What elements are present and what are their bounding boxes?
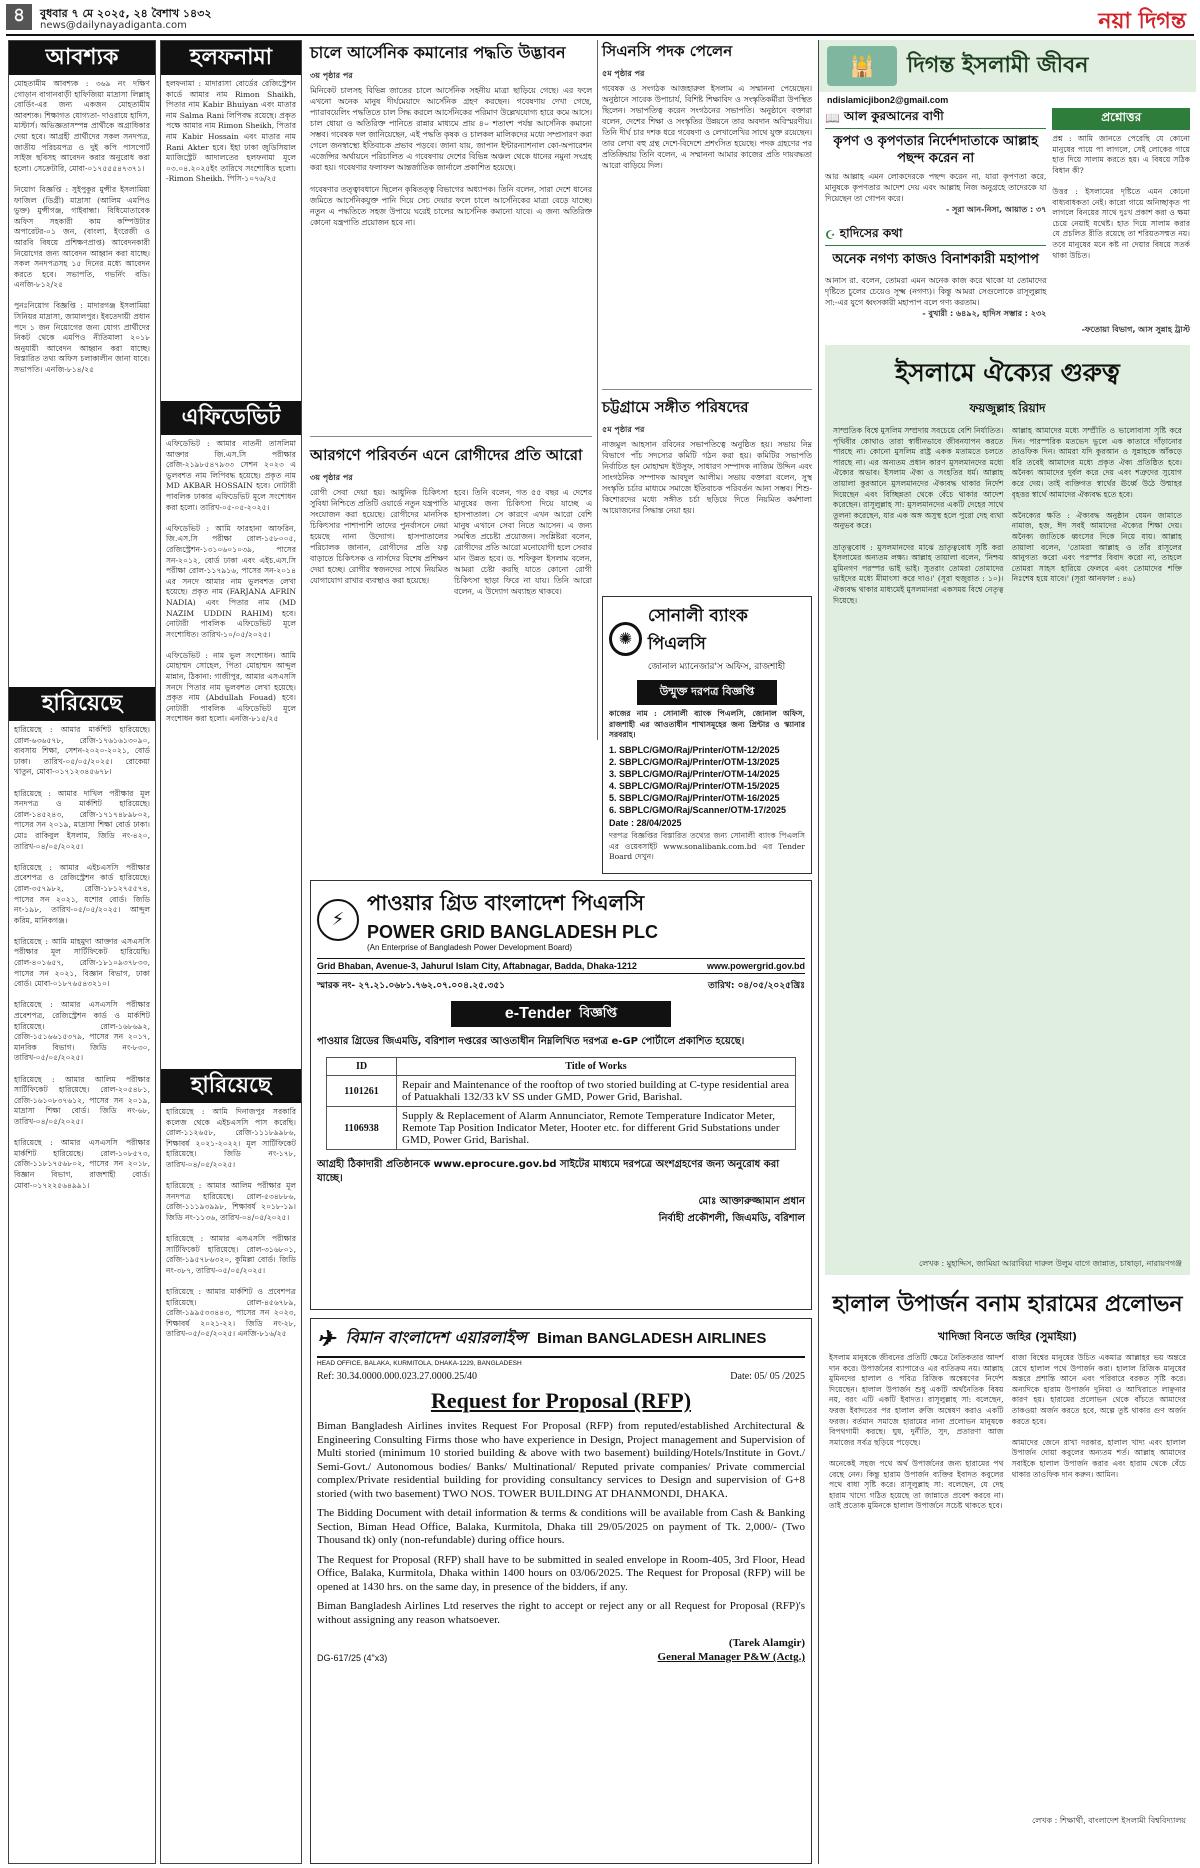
section-title-lost: হারিয়েছে <box>9 687 155 721</box>
rfp-para-2: The Bidding Document with detail information & terms & conditions will be available from Cash & Banking Section, Biman Head Office, Balaka, Kurmitola, Dhaka till 29/05/2025 on payment of Tk. 2,000/- (Two Thousand tk) only (non-refundable) during office hours. <box>317 1507 805 1546</box>
pgb-tagline: (An Enterprise of Bangladesh Power Development Board) <box>367 943 572 952</box>
qa-block <box>1052 108 1190 337</box>
pgb-address: Grid Bhaban, Avenue-3, Jahurul Islam City, Aftabnagar, Badda, Dhaka-1212 <box>317 961 637 971</box>
lost-2-text: হারিয়েছে : আমি দিনাজপুর সরকারি কলেজ থেকে এইচএসসি পাস করেছি। রোল-১১২৬৫৮, রেজি-১১১৮৯৯৮৬, শিক্ষাবর্ষ ২০২১-২০২২। মূল সার্টিফিকেট হারিয়েছে। জিডি নং-১৭৮, তারিখ-০৪/০৫/২০২৫। হারিয়েছে : আমার আলিম পরীক্ষার মূল সনদপত্র হারিয়েছে। রোল-৫৩৪৮৮৬, রেজি-১১১৯৩৯৯৮, শিক্ষাবর্ষ ২০১৮-১৯। জিডি নং-১১৩৬, তারিখ-০৪/০৫/২০২৫। হারিয়েছে : আমার এসএসসি পরীক্ষার সার্টিফিকেট হারিয়েছে। রোল-৩১৬৮০১, রেজি-১৯৫৭৮৬৩২০, কুমিল্লা বোর্ড। জিডি নং-৩৮৭, তারিখ-০৫/০৫/২০২৫। হারিয়েছে : আমার মার্কশিট ও প্রবেশপত্র হারিয়েছে। রোল-৪৫৬৭৮৯, রেজি-১৯৯৫৩৩৪৪৩, পাসের সন ২০২৩, শিক্ষাবর্ষ ২০২১-২২। জিডি নং-২৮, তারিখ-০৫/০৫/২০২৫। এনজি-৮১৬/২৫ <box>166 1107 296 1339</box>
sonali-footer: দরপত্র বিজ্ঞপ্তির বিস্তারিত তথ্যের জন্য সোনালী ব্যাংক পিএলসি এর ওয়েবসাইট www.sonalibank.com.bd এর Tender Board দেখুন। <box>609 831 805 862</box>
headline-music[interactable]: চট্টগ্রামে সঙ্গীত পরিষদের <box>602 398 749 416</box>
biman-logo-en: Biman BANGLADESH AIRLINES <box>536 1330 767 1347</box>
islamic-email[interactable]: ndislamicjibon2@gmail.com <box>827 95 949 105</box>
pgb-signer: মোঃ আক্তারুজ্জামান প্রধান <box>698 1196 805 1207</box>
needed-ads-text: মোহতামীম আবশ্যক : ৩৬৯ নং দক্ষিণ গোড়ান বাগানবাড়ী হাফিজিয়া মাদ্রাসা লিল্লাহ্‌ বোর্ডিং-এর জন্য একজন মোহতামীম আবশ্যক। শিক্ষাগত যোগ্যতা- দাওরায়ে হাদিস, মাস্টার্স। অভিজ্ঞতাসম্পন্ন প্রার্থীকে অগ্রাধিকার দেয়া হবে। আগ্রহী প্রার্থীদের সকল সনদপত্র, জাতীয় পরিচয়পত্র ও দুই কপি পাসপোর্ট সাইজ ছবিসহ আবেদন করার অনুরোধ করা হলো। সেক্রেটারি, মোবা-০১৭৫৫৫৪৭৩৭১। নিয়োগ বিজ্ঞপ্তি : সুইপুকুর মুন্সীর ইসলামিয়া ফাজিল (ডিগ্রী) মাদ্রাসা (আলিম এমপিও ভুক্ত) মুন্সীগঞ্জ, গাইবান্ধা। বিধিমোতাবেক অফিস সহকারী কাম কম্পিউটার অপারেটর-০১ জন, (বাংলা, ইংরেজী ও আরবি বিষয়ে প্রশিক্ষণপ্রাপ্ত) আবেদনকারী নিয়োগের জন্য আবেদন আহ্বান করা যাচ্ছে। সকল সনদপত্রসহ ১৫ দিনের মধ্যে আবেদন করতে হবে। সভাপতি, গভর্নিং বডি। এনজি-৮১২/২৫ পুনঃনিয়োগ বিজ্ঞপ্তি : মাদারগঞ্জ ইসলামিয়া সিনিয়র মাদ্রাসা, জামালপুর। ইবতেদায়ী প্রধান পদে ১ জন নিয়োগের জন্য যোগ্য প্রার্থীদের নিকট থেকে এমপিও নীতিমালা ২০১৮ অনুযায়ী আবেদন আহ্বান করা যাচ্ছে। বিস্তারিত তথ্য অফিস চলাকালীন জানা যাবে। সভাপতি। এনজি-৮১৪/২৫ <box>14 79 150 375</box>
tender-id: 1106938 <box>327 1107 397 1150</box>
table-row <box>327 1107 796 1150</box>
hadith-text: আনাস রা. বলেন, তোমরা এমন অনেক কাজ করে থাকো যা তোমাদের দৃষ্টিতে চুলের চেয়েও সূক্ষ্ম (নগণ্য)। কিন্তু আমরা সেগুলোকে রাসূলুল্লাহ সা:-এর যুগে ধ্বংসকারী মহাপাপ বলে গণ্য করতাম। <box>825 276 1047 307</box>
news-block-hospital <box>310 444 592 755</box>
pgb-name-en: POWER GRID BANGLADESH PLC <box>367 922 659 942</box>
hadith-ref: - বুখারী : ৬৪৯২, হাদিস সম্ভার : ২৩২ <box>922 309 1047 318</box>
tender-title: Supply & Replacement of Alarm Annunciator, Remote Temperature Indicator Meter, Remote Tap Position Indicator Meter, Hooter etc. for different Grid Substations under GMD, Power Grid, Barishal. <box>397 1107 796 1150</box>
mosque-icon: 🕌 <box>827 46 897 86</box>
halal-text-2: বাজা বিশ্বের মানুষের উচিত একমাত্র আল্লাহর ভয় অন্তরে রেখে হালাল পথে উপার্জন করা। হালাল রিজিক মানুষের অন্তরে প্রশান্তি আনে এবং পরিবারে বরকত সৃষ্টি করে। অন্যদিকে হারাম উপার্জন দুনিয়া ও আখিরাতে লাঞ্ছনার কারণ হয়। হারামের প্রলোভন থেকে বাঁচতে আমাদের তাকওয়া অর্জন করতে হবে, অল্পে তুষ্ট থাকার গুণ অর্জন করতে হবে। আমাদের জেনে রাখা দরকার, হালাল খাদ্য এবং হালাল উপার্জন দোয়া কবুলের অন্যতম শর্ত। আল্লাহ আমাদের সবাইকে হালাল উপার্জন করার এবং হারাম থেকে বেঁচে থাকার তাওফিক দান করুন। আমিন। <box>1011 1353 1186 1479</box>
rfp-dg-code: DG-617/25 (4"x3) <box>317 1653 388 1663</box>
unity-author: ফয়জুল্লাহ রিয়াদ <box>969 401 1046 415</box>
sonali-bank-ad <box>602 596 812 874</box>
quran-tag: আল কুরআনের বাণী <box>843 109 944 123</box>
byline-hospital: ৩য় পৃষ্ঠার পর <box>310 473 353 482</box>
affidavit-text: হলফনামা : মাদারাসা বোর্ডের রেজিস্ট্রেশন কার্ডে আমার নাম Rimon Shaikh, পিতার নাম Kabir Bhuiyan এবং মাতার নাম Salma Rani লিপিবদ্ধ রয়েছে। প্রকৃত পক্ষে আমার নাম Rimon Sheikh, পিতার নাম Kabir Hossain এবং মাতার নাম Rani Akter হবে। ইহা ঢাকা জুডিসিয়াল ম্যাজিস্ট্রেট আদালতের হলফনামা মূলে ০৩.০৪.২০২৫ইং তারিখে সংশোধিত হলো। -Rimon Sheikh. পিসি-১০৭৬/২৫ <box>166 79 296 184</box>
issue-date: বুধবার ৭ মে ২০২৫, ২৪ বৈশাখ ১৪৩২ <box>40 7 212 20</box>
hadith-tag-row <box>825 225 1046 246</box>
sonali-logo-icon: ✺ <box>609 622 642 656</box>
news-column-3 <box>310 40 592 437</box>
classified-column-1 <box>8 40 156 1864</box>
pgb-memo: স্মারক নং- ২৭.২১.০৬৮১.৭৬২.০৭.০০৪.২৫.৩৫১ <box>317 981 505 991</box>
quran-ref: - সূরা আন-নিসা, আয়াত : ৩৭ <box>946 205 1047 214</box>
headline-arsenic[interactable]: চালে আর্সেনিক কমানোর পদ্ধতি উদ্ভাবন <box>310 43 566 62</box>
classified-column-2 <box>160 40 302 1864</box>
article-arsenic: মিনিকেট চালসহ বিভিন্ন জাতের চালে আর্সেনিক সহনীয় মাত্রা ছাড়িয়ে গেছে। এর ফলে এখনো অনেক মানুষ দীর্ঘমেয়াদে আর্সেনিক গ্রহণ করছেন। গবেষণায় দেখা গেছে, প্যারাবয়েলিং পদ্ধতিতে চাল সিদ্ধ করলে আর্সেনিকের পরিমাণ উল্লেখযোগ্য হারে কমে আসে। চাল ধোয়া ও অতিরিক্ত পানিতে রান্নার মাধ্যমে প্রায় ৪০ শতাংশ পর্যন্ত আর্সেনিক কমানো সম্ভব। গবেষক দল জানিয়েছেন, এই পদ্ধতি কৃষক ও চালকল মালিকদের মধ্যে সম্প্রসারণ করা গেলে জনস্বাস্থ্যে ইতিবাচক প্রভাব পড়বে। জানা যায়, জাপান ইন্টারন্যাশনাল কো-অপারেশন এজেন্সির অর্থায়নে পরিচালিত এ গবেষণায় দেশের বিভিন্ন অঞ্চল থেকে ধানের নমুনা সংগ্রহ করা হয়। গবেষণার ফলাফল আন্তর্জাতিক জার্নালে প্রকাশিত হয়েছে। গবেষণার তত্ত্বাবধানে ছিলেন কৃষিতত্ত্ব বিভাগের অধ্যাপক। তিনি বলেন, সারা দেশে ধানের জমিতে আর্সেনিকযুক্ত পানি দিয়ে সেচ দেয়ার ফলে চালে আর্সেনিকের মাত্রা বেড়ে যাচ্ছে। নতুন এ পদ্ধতিতে সহজ উপায়ে ঘরেই চালের আর্সেনিক কমানো যাবে। এ জন্য অতিরিক্ত কোনো যন্ত্রপাতি প্রয়োজন হবে না। <box>310 86 592 227</box>
section-title-affidavit-2: এফিডেভিট <box>161 401 301 435</box>
qa-text: প্রশ্ন : আমি জানতে পেরেছি যে কোনো মানুষের পায়ে পা লাগলে, সেই লোকের গায়ে হাত দিয়ে সালাম করতে হয়। এ বিষয়ে সঠিক বিধান কী? উত্তর : ইসলামের দৃষ্টিতে এমন কোনো বাধ্যবাধকতা নেই। কারো গায়ে অনিচ্ছাকৃত পা লাগলে বিনয়ের সাথে দুঃখ প্রকাশ করা ও ক্ষমা চেয়ে নেয়াই যথেষ্ট। হাত দিয়ে সালাম করার যে প্রচলিত রীতি রয়েছে তা শরিয়তসম্মত নয়। তবে মানুষের মনে কষ্ট না দেয়ার বিষয়ে সতর্ক থাকা উচিত। <box>1052 134 1190 260</box>
byline-award: ৫ম পৃষ্ঠার পর <box>602 69 645 78</box>
tender-id: 1101261 <box>327 1076 397 1107</box>
sonali-ref-list <box>609 744 805 816</box>
unity-article <box>825 345 1190 1275</box>
unity-text-1: সাম্প্রতিক বিশ্বে মুসলিম সম্প্রদায় সবচেয়ে বেশি নির্যাতিত। পৃথিবীর কোথাও তারা স্বাধীনভাবে জীবনযাপন করতে পারছে না। কোনো মুসলিম রাষ্ট্র একক মতামতে চলতে পারছে না। এর অন্যতম প্রধান কারণ মুসলমানদের মধ্যে ঐক্যের অভাব। ইসলাম ঐক্য ও সংহতির ধর্ম। আল্লাহ তায়ালা কুরআনে মুসলমানদের ঐক্যবদ্ধ থাকার নির্দেশ দিয়েছেন এবং বিচ্ছিন্নতা থেকে বেঁচে থাকার আদেশ করেছেন। রাসূলুল্লাহ সা: মুসলমানদের একটি দেহের সাথে তুলনা করেছেন, যার এক অঙ্গ অসুস্থ হলে পুরো দেহ ব্যথা অনুভব করে। ভ্রাতৃত্ববোধ : মুসলমানদের মাঝে ভ্রাতৃত্ববোধ সৃষ্টি করা ইসলামের অন্যতম লক্ষ্য। আল্লাহ তায়ালা বলেন, 'নিশ্চয় মুমিনগণ পরস্পর ভাই ভাই। সুতরাং তোমরা তোমাদের ভাইদের মধ্যে মীমাংসা করে দাও।' (সূরা হুজুরাত : ১০)। ঐক্যবদ্ধ থাকার মাধ্যমেই মুসলমানরা একসময় বিশ্বে নেতৃত্ব দিয়েছে। <box>833 426 1004 605</box>
headline-award[interactable]: সিএনসি পদক পেলেন <box>602 42 733 60</box>
table-row <box>327 1076 796 1107</box>
qa-ref: -ফতোয়া বিভাগ, আস সুন্নাহ ট্রাস্ট <box>1081 325 1190 334</box>
pgb-footer: আগ্রহী ঠিকাদারী প্রতিষ্ঠানকে www.eprocure.gov.bd সাইটের মাধ্যমে দরপত্রে অংশগ্রহণের জন্য অনুরোধ করা যাচ্ছে। <box>317 1159 780 1184</box>
islamic-banner-title: দিগন্ত ইসলামী জীবন <box>907 52 1089 78</box>
divider <box>597 40 598 740</box>
quran-hadith-block <box>825 108 1046 337</box>
article-music: নাজমুল আহসান রবিনের সভাপতিত্বে অনুষ্ঠিত হয়। সভায় নিম্ন বিভাগে পাঁচ সদস্যের কমিটি গঠন করা হয়। কমিটির সভাপতি নির্বাচিত হন মোহাম্মদ ইউসুফ, সাধারণ সম্পাদক নাজিম উদ্দিন এবং সাংগঠনিক সম্পাদক আবদুল আলীম। সভায় বক্তারা বলেন, সুস্থ সংস্কৃতি চর্চার মাধ্যমে সমাজে ইতিবাচক পরিবর্তন আনা সম্ভব। শিশু-কিশোরদের মধ্যে সঙ্গীত চর্চা ছড়িয়ে দিতে নিয়মিত কর্মশালা আয়োজনের সিদ্ধান্ত নেয়া হয়। <box>602 440 812 515</box>
halal-footer: লেখক : শিক্ষার্থী, বাংলাদেশ ইসলামী বিশ্ববিদ্যালয় <box>1032 1816 1186 1825</box>
header-email[interactable]: news@dailynayadiganta.com <box>40 20 187 31</box>
quran-icon: 📖 <box>825 111 840 125</box>
power-grid-ad <box>310 880 812 1310</box>
biman-ad <box>310 1318 812 1864</box>
rfp-signer: (Tarek Alamgir) <box>728 1637 805 1649</box>
tender-ref-item: 6. SBPLC/GMO/Raj/Scanner/OTM-17/2025 <box>609 805 787 815</box>
col-header-title: Title of Works <box>397 1058 796 1076</box>
pgb-memo-date: তারিখ: ০৪/০৫/২০২৫খ্রিঃ <box>708 981 805 991</box>
pgb-signer-title: নির্বাহী প্রকৌশলী, জিএমডি, বরিশাল <box>658 1213 805 1224</box>
section-title-needed: আবশ্যক <box>9 41 155 75</box>
rfp-title: Request for Proposal (RFP) <box>430 1388 692 1413</box>
quran-tag-row <box>825 108 1046 129</box>
newspaper-logo: নয়া দিগন্ত <box>1098 9 1186 34</box>
tender-ref-item: 2. SBPLC/GMO/Raj/Printer/OTM-13/2025 <box>609 757 780 767</box>
biman-logo-icon: ✈ <box>317 1325 336 1352</box>
unity-footer: লেখক : মুহাদ্দিস, জামিয়া আরাবিয়া দারুল উলুম বাগে জান্নাত, চাষাড়া, নারায়ণগঞ্জ <box>918 1259 1182 1268</box>
sonali-office: জোনাল ম্যানেজার'স অফিস, রাজশাহী <box>647 662 786 672</box>
article-award: গবেষক ও সংগঠক আজহারুল ইসলাম এ সম্মাননা পেয়েছেন। অনুষ্ঠানে সাবেক উপাচার্য, বিশিষ্ট শিক্ষাবিদ ও সংস্কৃতিকর্মীরা উপস্থিত ছিলেন। সভাপতিত্ব করেন সংগঠনের সভাপতি। অনুষ্ঠানে বক্তারা বলেন, দেশের শিক্ষা ও সংস্কৃতির উন্নয়নে তার অবদান অবিস্মরণীয়। তিনি দীর্ঘ চার দশক ধরে গবেষণা ও লেখালেখির সাথে যুক্ত রয়েছেন। তার লেখা বহু গ্রন্থ দেশে-বিদেশে প্রশংসিত হয়েছে। পদক গ্রহণের পর প্রতিক্রিয়ায় তিনি বলেন, এ সম্মাননা আমার কাজের প্রতি দায়বদ্ধতা আরো বাড়িয়ে দিল। <box>602 84 812 170</box>
header-rule <box>6 34 1194 36</box>
rfp-para-3: The Request for Proposal (RFP) shall have to be submitted in sealed envelope in Room-405, 3rd Floor, Head Office, Balaka, Kurmitola, Dhaka within 1400 hours on 03/06/2025. The Request for Proposal (RFP) will be opened at 1430 hrs. on the same day, in presence of the bidders, if any. <box>317 1553 805 1593</box>
tender-ref-item: 1. SBPLC/GMO/Raj/Printer/OTM-12/2025 <box>609 745 780 755</box>
biman-ref: Ref: 30.34.0000.000.023.27.0000.25/40 <box>317 1371 477 1382</box>
halal-text-1: ইসলাম মানুষকে জীবনের প্রতিটি ক্ষেত্রে নৈতিকতার আদর্শ দান করে। উপার্জনের ব্যাপারেও এর ব্যতিক্রম নয়। আল্লাহ মুমিনদের হালাল ও পবিত্র রিজিক অন্বেষণের নির্দেশ দিয়েছেন। হালাল উপার্জন শুধু একটি অর্থনৈতিক বিষয় নয়, বরং এটি একটি ইবাদত। রাসূলুল্লাহ সা: বলেছেন, ফরজ ইবাদতের পর হালাল রুজি অন্বেষণ করাও একটি ফরজ। বর্তমান সমাজে হারামের নানা প্রলোভন মানুষকে বিপথগামী করছে। ঘুষ, দুর্নীতি, সুদ, প্রতারণা আজ সমাজের সর্বত্র ছড়িয়ে পড়েছে। অনেকেই সহজ পথে অর্থ উপার্জনের জন্য হারামের পথ বেছে নেন। কিন্তু হারাম উপার্জন ব্যক্তির ইবাদত কবুলের পথে বাধা সৃষ্টি করে। রাসূলুল্লাহ সা: বলেছেন, যে দেহ হারাম খাদ্যে গঠিত হয়েছে তা জান্নাতে প্রবেশ করবে না। তাই প্রত্যেক মুমিনকে হালাল উপার্জনে সচেষ্ট থাকতে হবে। <box>829 1353 1004 1511</box>
biman-logo-bn: বিমান বাংলাদেশ এয়ারলাইন্স <box>345 1328 527 1347</box>
news-column-4 <box>602 40 812 645</box>
unity-headline[interactable]: ইসলামে ঐক্যের গুরুত্ব <box>895 358 1120 387</box>
quran-text: আর আল্লাহ এমন লোকদেরকে পছন্দ করেন না, যারা কৃপণতা করে, মানুষকে কৃপণতার আদেশ দেয় এবং আল্লাহ নিজ অনুগ্রহে তাদেরকে যা দিয়েছেন তা গোপন করে। <box>825 172 1047 203</box>
rfp-para-1: Biman Bangladesh Airlines invites Request For Proposal (RFP) from reputed/established Architectural & Engineering Consulting Firms those who have experience in Design, Project management and Supervision of Multi storied (minimum 10 storied building & above with two basement) building/Hotels/Institute in Govt./ Semi-Govt./ Autonomous bodies/ Banks/ Multinational/ Reputed private companies/ Private commercial complex/Private residential building for providing consultancy services to Design and supervision of G+8 storied (with two basement) TWO NOS. TOWER BUILDING AT DHANMONDI, DHAKA. <box>317 1420 805 1500</box>
section-title-lost-2: হারিয়েছে <box>161 1069 301 1103</box>
qa-tag: প্রশ্নোত্তর <box>1052 108 1190 130</box>
rfp-signer-title: General Manager P&W (Actg.) <box>657 1651 805 1663</box>
halal-author: খাদিজা বিনতে জহির (সুমাইয়া) <box>937 1330 1078 1343</box>
biman-date: Date: 05/ 05 /2025 <box>730 1371 805 1382</box>
byline-arsenic: ৩য় পৃষ্ঠার পর <box>310 71 353 80</box>
islamic-banner <box>819 40 1196 92</box>
article-hospital-b: হবে। তিনি বলেন, গত ৫৫ বছর এ দেশের মানুষের জন্য চিকিৎসা দিয়ে যাচ্ছে এ হাসপাতাল। সে কারণে এখন আরো বেশি মানুষ এখানে সেবা নিতে আসেন। এ জন্য সমন্বিত প্রচেষ্টা প্রয়োজন। সংশ্লিষ্টরা বলেন, রোগীদের প্রতি আরো মনোযোগী হলে সেবার মান উন্নত হবে। ড. শফিকুল ইসলাম বলেন, আমরা চেষ্টা করছি যাতে কোনো রোগী চিকিৎসা ছাড়া ফিরে না যায়। তিনি আরো বলেন, এ উদ্যোগ অব্যাহত থাকবে। <box>454 488 592 596</box>
sonali-title: সোনালী ব্যাংক পিএলসি <box>647 606 748 654</box>
tender-ref-item: 4. SBPLC/GMO/Raj/Printer/OTM-15/2025 <box>609 781 780 791</box>
col-header-id: ID <box>327 1058 397 1076</box>
byline-music: ৫ম পৃষ্ঠার পর <box>602 425 645 434</box>
section-title-affidavit: হলফনামা <box>161 41 301 75</box>
tender-ref-item: 5. SBPLC/GMO/Raj/Printer/OTM-16/2025 <box>609 793 780 803</box>
etender-label: e-Tender <box>504 1005 572 1022</box>
islamic-section <box>818 40 1196 1864</box>
etender-sub: বিজ্ঞপ্তি <box>579 1005 618 1021</box>
quran-heading: কৃপণ ও কৃপণতার নির্দেশদাতাকে আল্লাহ পছন্দ করেন না <box>833 134 1038 166</box>
page-number: ৪ <box>6 4 32 30</box>
tender-ref-item: 3. SBPLC/GMO/Raj/Printer/OTM-14/2025 <box>609 769 780 779</box>
lost-ads-text: হারিয়েছে : আমার মার্কশিট হারিয়েছে। রোল-৬৩৬৫৭৮, রেজি-১৭৬১৬১৩০৯০, ব্যবসায় শিক্ষা, সেশন-২০২০-২০২১, বোর্ড ঢাকা। তারিখ-০৫/০৫/২০২৫। রোকেয়া খাতুন, মোবা-০১৭১২৩৪৫৬৭৮। হারিয়েছে : আমার দাখিল পরীক্ষার মূল সনদপত্র ও মার্কশিট হারিয়েছে। রোল-১৪৫২৪৩, রেজি-১৭১৭৪৮৯৮০২, পাসের সন ২০১৯, মাদ্রাসা শিক্ষা বোর্ড ঢাকা। মোঃ রাকিবুল ইসলাম, জিডি নং-৪২০, তারিখ-০৪/০৫/২০২৫। হারিয়েছে : আমার এইচএসসি পরীক্ষার প্রবেশপত্র ও রেজিস্ট্রেশন কার্ড হারিয়েছে। রোল-৩৫৭৯৮২, রেজি-১৮১২৭৫৫৭৪, পাসের সন ২০২১, যশোর বোর্ড। জিডি নং-১৯৮, তারিখ-০৫/০৫/২০২৫। আব্দুল করিম, মানিকগঞ্জ। হারিয়েছে : আমি মাহমুদা আক্তার এসএসসি পরীক্ষার মূল সার্টিফিকেট হারিয়েছি। রোল-৪০১৬৫৭, রেজি-১৮১০৯৩৭৮৩৩, পাসের সন ২০২১, বিজ্ঞান বিভাগ, ঢাকা বোর্ড। মোবা-০১৮৭৬৫৪৩২১০। হারিয়েছে : আমার এসএসসি পরীক্ষার প্রবেশপত্র, রেজিস্ট্রেশন কার্ড ও মার্কশিট হারিয়েছে। রোল-১৬৮৬৯২, রেজি-১৫১৬৬১৫৩৭৯, পাসের সন ২০১৭, মানবিক বিভাগ। জিডি নং-৮৩০, তারিখ-০৫/০৫/২০২৫। হারিয়েছে : আমার আলিম পরীক্ষার সার্টিফিকেট হারিয়েছে। রোল-২০৫৪৮১, রেজি-১৬১০৮৩৭৬১২, পাসের সন ২০১৯, মাদ্রাসা শিক্ষা বোর্ড। জিডি নং-৬৮, তারিখ-০৪/০৫/২০২৫। হারিয়েছে : আমার এসএসসি পরীক্ষার মার্কশিট হারিয়েছে। রোল-১০৮৫৭৩, রেজি-১১৮১৭৫৬৮০২, পাসের সন ২০১৮, বিজ্ঞান বিভাগ, রাজশাহী বোর্ড। মোবা-০১৭২২৫৬৪৯৯১। <box>14 725 150 1190</box>
sonali-date: Date : 28/04/2025 <box>609 818 682 828</box>
headline-hospital[interactable]: আরগণে পরিবর্তন এনে রোগীদের প্রতি আরো <box>310 446 583 464</box>
sonali-tender-heading: উন্মুক্ত দরপত্র বিজ্ঞপ্তি <box>637 680 777 705</box>
unity-text-2: আল্লাহ আমাদের মধ্যে সম্প্রীতি ও ভালোবাসা সৃষ্টি করে দিন। পারস্পরিক মতভেদ ভুলে এক কাতারে দাঁড়ানোর তাওফিক দিন। আমরা যদি কুরআন ও সুন্নাহকে আঁকড়ে ধরি তবেই আমাদের মধ্যে প্রকৃত ঐক্য প্রতিষ্ঠিত হবে। অনৈক্য আমাদের দুর্বল করে দেয় এবং শত্রুদের সুযোগ করে দেয়। তাই ব্যক্তিগত স্বার্থের ঊর্ধ্বে উঠে উম্মাহর বৃহত্তর স্বার্থে আমাদের ঐক্যবদ্ধ হতে হবে। অনৈক্যের ক্ষতি : ঐক্যবদ্ধ অনুষ্ঠান যেমন জামাতে নামাজ, হজ, ঈদ সবই আমাদের ঐক্যের শিক্ষা দেয়। অনৈক্য জাতিকে ধ্বংসের দিকে নিয়ে যায়। আল্লাহ তায়ালা বলেন, 'তোমরা আল্লাহ ও তাঁর রাসূলের আনুগত্য করো এবং পরস্পর বিবাদ করো না, তাহলে তোমরা সাহস হারিয়ে ফেলবে এবং তোমাদের শক্তি নিঃশেষ হয়ে যাবে।' (সূরা আনফাল : ৪৬) <box>1011 426 1182 584</box>
tender-title: Repair and Maintenance of the rooftop of two storied building at C-type residential area of Patuakhali 132/33 kV SS under GMD, Power Grid, Barishal. <box>397 1076 796 1107</box>
sonali-intro: কাজের নাম : সোনালী ব্যাংক পিএলসি, জোনাল অফিস, রাজশাহী এর আওতাধীন শাখাসমূহের জন্য প্রিন্টার ও স্ক্যানার সরবরাহ। <box>609 709 805 740</box>
divider <box>310 436 592 437</box>
power-grid-logo-icon: ⚡ <box>317 899 359 941</box>
biman-office: HEAD OFFICE, BALAKA, KURMITOLA, DHAKA-1229, BANGLADESH <box>317 1360 522 1367</box>
article-hospital-a: রোগী সেবা দেয়া হয়। আধুনিক চিকিৎসা সুবিধা নিশ্চিতে প্রতিটি ওয়ার্ডে নতুন যন্ত্রপাতি সংযোজন করা হয়েছে। রোগীদের মানসিক চিকিৎসার পাশাপাশি তাদের পুনর্বাসনে নেয়া হয়েছে নানা উদ্যোগ। হাসপাতালের পরিচালক জানান, রোগীদের প্রতি যত্ন বাড়াতে চিকিৎসক ও নার্সদের বিশেষ প্রশিক্ষণ দেয়া হচ্ছে। রোগীর স্বজনদের সাথে নিয়মিত যোগাযোগ রাখার ব্যবস্থাও করা হয়েছে। <box>310 488 448 585</box>
halal-article <box>825 1283 1190 1825</box>
tender-table <box>326 1057 796 1150</box>
affidavit-2-text: এফিডেভিট : আমার নাতনী তাসলিমা আক্তার জি.এস.সি পরীক্ষার রেজি-২১৯৮৫৪৭৯৩৩ সেশন ২০২৩ এ ভুলবশত নাম লিপিবদ্ধ হয়েছে। প্রকৃত নাম MD AKBAR HOSSAIN হবে। নোটারী পাবলিক ঢাকার এফিডেভিট মূলে সংশোধন করা হলো। তারিখ-০৫-০৫-২০২৫। এফিডেভিট : আমি ফারহানা আফরিন, জি.এস.সি পরীক্ষা রোল-১৫৮০০৫, রেজিস্ট্রেশন-১৩১০৬০১০৩৯, পাসের সন-২০১২, বোর্ড ঢাকা এবং এইচ.এস.সি পরীক্ষা রোল-১১৭৯১৬, পাসের সন-২০১৪ এর সনদে আমার নাম ভুলবশত লেখা হয়েছে। প্রকৃত নাম (FARJANA AFRIN NADIA) এবং পিতার নাম (MD NAZIM UDDIN RAHIM) হবে। নোটারী পাবলিক এফিডেভিট মূলে সংশোধিত। তারিখ-১০/০৫/২০২৫। এফিডেভিট : নাম ভুল সংশোধন। আমি মোহাম্মদ সোহেল, পিতা মোহাম্মদ আব্দুল মান্নান, ঠিকানা: গাজীপুর, আমার এসএসসি সনদে পিতার নাম ভুলবশত লেখা হয়েছে। প্রকৃত নাম (Abdullah Fouad) হবে। নোটারী পাবলিক এফিডেভিট মূলে সংশোধন করা হলো। এনজি-৮১৫/২৫ <box>166 439 296 724</box>
hadith-tag: হাদিসের কথা <box>839 226 903 240</box>
hadith-icon: ☪ <box>825 228 836 242</box>
pgb-intro: পাওয়ার গ্রিডের জিএমডি, বরিশাল দপ্তরের আওতাধীন নিম্নলিখিত দরপত্র e-GP পোর্টালে প্রকাশিত হয়েছে। <box>317 1036 745 1047</box>
halal-headline[interactable]: হালাল উপার্জন বনাম হারামের প্রলোভন <box>832 1292 1183 1317</box>
hadith-heading: অনেক নগণ্য কাজও বিনাশকারী মহাপাপ <box>832 252 1039 267</box>
pgb-name-bn: পাওয়ার গ্রিড বাংলাদেশ পিএলসি <box>367 891 645 915</box>
pgb-website[interactable]: www.powergrid.gov.bd <box>707 961 805 971</box>
rfp-para-4: Biman Bangladesh Airlines Ltd reserves the right to accept or reject any or all Request for Proposal (RFP)'s without assigning any reason whatsoever. <box>317 1600 805 1626</box>
